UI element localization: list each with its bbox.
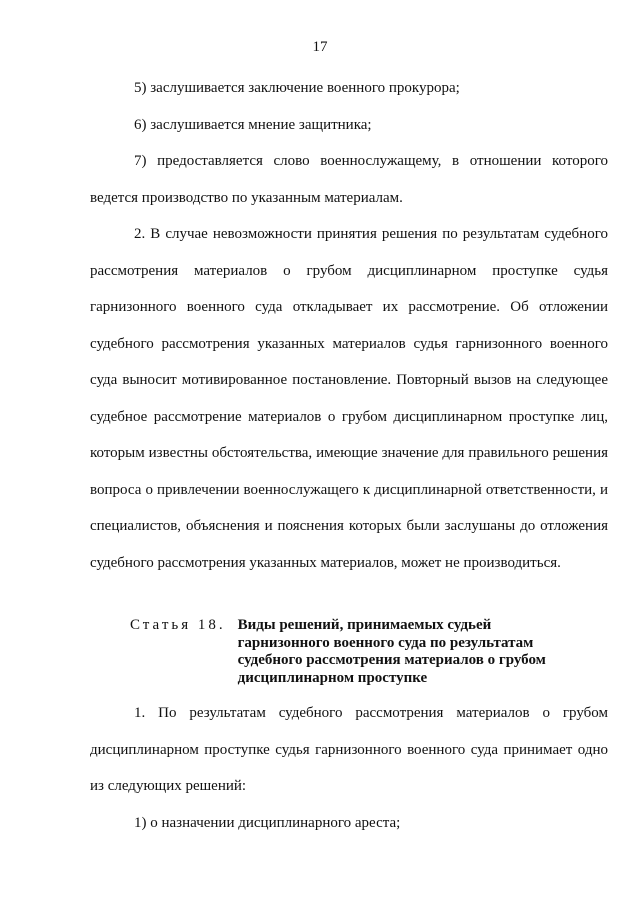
paragraph-item-5: 5) заслушивается заключение военного прокурора; — [134, 80, 460, 96]
article-heading — [90, 617, 608, 687]
paragraph-item-6: 6) заслушивается мнение защитника; — [134, 116, 372, 133]
paragraph-article-18-section-1: 1. По результатам судебного рассмотрения материалов о грубом дисциплинарном проступке судья гарнизонного военного суда принимает одно из следующих решений: — [90, 705, 608, 794]
document-body — [90, 70, 608, 841]
page-number: 17 — [312, 39, 328, 55]
paragraph-article-18-item-1: 1) о назначении дисциплинарного ареста; — [134, 814, 401, 831]
article-label: Статья 18. — [130, 617, 226, 633]
paragraph-section-2: 2. В случае невозможности принятия решения по результатам судебного рассмотрения материалов о грубом дисциплинарном проступке судья гарнизонного военного суда откладывает их рассмотрение. Об отложении судебного рассмотрения указанных материалов судья гарнизонного военного суда выносит мотивированное постановление. Повторный вызов на следующее судебное рассмотрение материалов о грубом дисциплинарном проступке лиц, которым известны обстоятельства, имеющие значение для правильного решения вопроса о привлечении военнослужащего к дисциплинарной ответственности, и специалистов, объяснения и пояснения которых были заслушаны до отложения судебного рассмотрения указанных материалов, может не производиться. — [90, 226, 608, 571]
article-title: Виды решений, принимаемых судьей гарнизонного военного суда по результатам судебного рассмотрения материалов о грубом дисциплинарном проступке — [237, 617, 546, 686]
paragraph-item-7: 7) предоставляется слово военнослужащему, в отношении которого ведется производство по указанным материалам. — [90, 153, 608, 206]
